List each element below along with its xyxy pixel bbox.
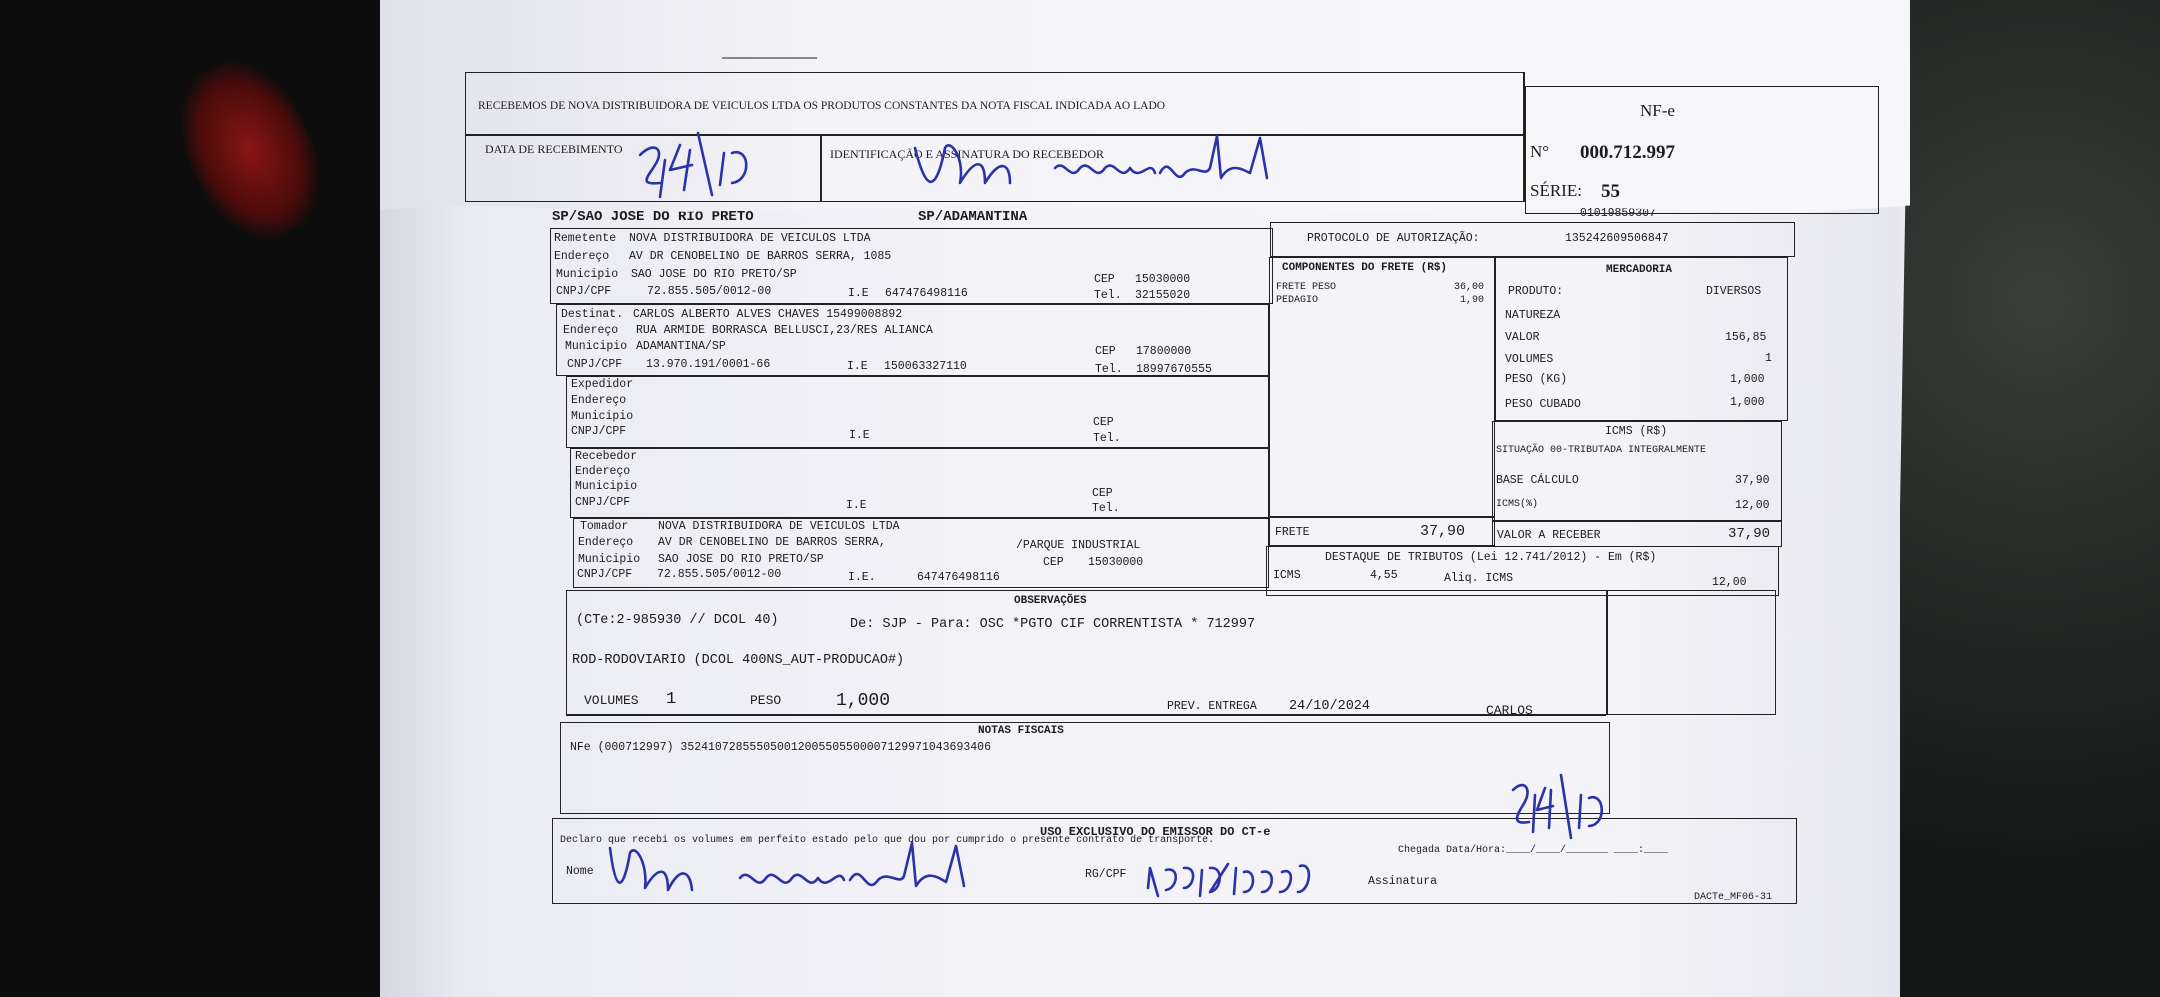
- peso-label: PESO (KG): [1505, 373, 1568, 386]
- tomador-ie-label: I.E.: [848, 571, 876, 584]
- handwritten-signature-nome: [600, 838, 1020, 908]
- expedidor-box: [566, 376, 1269, 448]
- stub-serie-value: 55: [1601, 181, 1620, 202]
- tomador-endereco: AV DR CENOBELINO DE BARROS SERRA,: [658, 536, 886, 549]
- tributos-icms-label: ICMS: [1273, 569, 1301, 582]
- pedagio-label: PEDAGIO: [1276, 295, 1319, 306]
- obs-bottom-line: [566, 714, 1606, 716]
- frete-total-value: 37,90: [1420, 523, 1466, 540]
- remetente-cep-label: CEP: [1094, 273, 1115, 286]
- obs-line2: ROD-RODOVIARIO (DCOL 400NS_AUT-PRODUCAO#): [572, 653, 905, 668]
- valor-receber-value: 37,90: [1728, 526, 1771, 542]
- emissor-rg-label: RG/CPF: [1085, 868, 1127, 881]
- origem: SP/SAO JOSE DO RIO PRETO: [552, 209, 754, 225]
- peso-cubado-label: PESO CUBADO: [1505, 398, 1581, 411]
- stub-col-line: [820, 134, 822, 202]
- destinatario-nome: CARLOS ALBERTO ALVES CHAVES 15499008892: [633, 308, 903, 321]
- destinatario-municipio: ADAMANTINA/SP: [636, 340, 726, 353]
- remetente-nome: NOVA DISTRIBUIDORA DE VEICULOS LTDA: [629, 232, 871, 245]
- recebedor-label: Recebedor: [575, 450, 638, 463]
- volumes-value: 1: [1765, 352, 1772, 365]
- volumes-label: VOLUMES: [1505, 353, 1554, 366]
- destino: SP/ADAMANTINA: [918, 209, 1028, 225]
- stub-identificacao-label: IDENTIFICAÇÃO E ASSINATURA DO RECEBEDOR: [830, 147, 1105, 161]
- remetente-municipio-label: Municipio: [556, 268, 619, 281]
- stub-recebemos: RECEBEMOS DE NOVA DISTRIBUIDORA DE VEICULOS LTDA OS PRODUTOS CONSTANTES DA NOTA FISCAL INDICADA AO LADO: [478, 100, 1166, 112]
- emissor-title: USO EXCLUSIVO DO EMISSOR DO CT-e: [1040, 825, 1271, 839]
- background-object: [158, 43, 343, 257]
- protocolo-label: PROTOCOLO DE AUTORIZAÇÃO:: [1307, 232, 1480, 245]
- recebedor-ie-label: I.E: [846, 499, 867, 512]
- destinatario-ie: 150063327110: [884, 360, 967, 373]
- remetente-cnpj-label: CNPJ/CPF: [556, 285, 612, 298]
- obs-line1b: De: SJP - Para: OSC *PGTO CIF CORRENTISTA * 712997: [850, 617, 1256, 632]
- produto-value: DIVERSOS: [1706, 285, 1762, 298]
- observacoes-title: OBSERVAÇÕES: [1014, 595, 1087, 607]
- stub-nfe-label: NF-e: [1640, 101, 1675, 120]
- remetente-label: Remetente: [554, 232, 617, 245]
- destinatario-tel-label: Tel.: [1095, 363, 1123, 376]
- destinatario-ie-label: I.E: [847, 360, 868, 373]
- remetente-municipio: SAO JOSE DO RIO PRETO/SP: [631, 268, 797, 281]
- emissor-nome-label: Nome: [566, 865, 594, 878]
- pedagio-value: 1,90: [1460, 295, 1485, 306]
- expedidor-municipio-label: Municipio: [571, 410, 634, 423]
- chave-parcial: 01019859307: [1580, 207, 1656, 220]
- remetente-tel-label: Tel.: [1094, 289, 1122, 302]
- tomador-cep: 15030000: [1088, 556, 1144, 569]
- expedidor-label: Expedidor: [571, 378, 634, 391]
- destinatario-endereco-label: Endereço: [563, 324, 619, 337]
- remetente-tel: 32155020: [1135, 289, 1191, 302]
- emissor-assinatura-label: Assinatura: [1368, 875, 1438, 888]
- expedidor-endereco-label: Endereço: [571, 394, 627, 407]
- destinatario-cep: 17800000: [1136, 345, 1192, 358]
- componentes-title: COMPONENTES DO FRETE (R$): [1282, 262, 1448, 274]
- peso-cubado-value: 1,000: [1730, 396, 1765, 409]
- stub-serie-label: SÉRIE:: [1530, 181, 1582, 200]
- observacoes-divider: [1606, 590, 1608, 715]
- expedidor-cep-label: CEP: [1093, 416, 1114, 429]
- peso-value: 1,000: [1730, 373, 1765, 386]
- frete-peso-value: 36,00: [1454, 282, 1485, 293]
- destinatario-endereco: RUA ARMIDE BORRASCA BELLUSCI,23/RES ALIANCA: [636, 324, 933, 337]
- base-calculo-value: 37,90: [1735, 474, 1770, 487]
- tributos-icms-value: 4,55: [1370, 569, 1398, 582]
- tomador-municipio-label: Municipio: [578, 553, 641, 566]
- stub-data-recebimento-label: DATA DE RECEBIMENTO: [485, 142, 623, 156]
- tomador-cnpj-label: CNPJ/CPF: [577, 568, 633, 581]
- destinatario-cep-label: CEP: [1095, 345, 1116, 358]
- tributos-aliq-label: Aliq. ICMS: [1444, 572, 1514, 585]
- destinatario-cnpj-label: CNPJ/CPF: [567, 358, 623, 371]
- form-code: DACTe_MF06-31: [1694, 892, 1773, 903]
- stub-numero-label: N°: [1530, 142, 1550, 161]
- prev-entrega-value: 24/10/2024: [1289, 699, 1371, 714]
- remetente-ie: 647476498116: [885, 287, 968, 300]
- stub-mark: [722, 57, 817, 59]
- mercadoria-title: MERCADORIA: [1606, 264, 1673, 276]
- notas-nfe: NFe (000712997) 352410728555050012005505500007129971043693406: [570, 741, 991, 754]
- icms-aliq-label: ICMS(%): [1496, 499, 1539, 510]
- frete-total-label: FRETE: [1275, 526, 1310, 539]
- notas-title: NOTAS FISCAIS: [978, 725, 1064, 737]
- handwritten-date-notas: [1505, 770, 1625, 845]
- stub-numero-value: 000.712.997: [1580, 142, 1675, 163]
- tomador-nome: NOVA DISTRIBUIDORA DE VEICULOS LTDA: [658, 520, 900, 533]
- handwritten-signature-stub: [905, 128, 1305, 208]
- tomador-cep-label: CEP: [1043, 556, 1064, 569]
- obs-line1: (CTe:2-985930 // DCOL 40): [576, 613, 779, 628]
- obs-peso-value: 1,000: [836, 691, 891, 711]
- emissor-chegada: Chegada Data/Hora:____/____/_______ ____:____: [1398, 845, 1669, 856]
- valor-value: 156,85: [1725, 331, 1767, 344]
- frete-peso-label: FRETE PESO: [1276, 282, 1337, 293]
- valor-label: VALOR: [1505, 331, 1540, 344]
- expedidor-cnpj-label: CNPJ/CPF: [571, 425, 627, 438]
- destinatario-cnpj: 13.970.191/0001-66: [646, 358, 771, 371]
- remetente-cnpj: 72.855.505/0012-00: [647, 285, 772, 298]
- obs-responsavel: CARLOS: [1486, 703, 1533, 718]
- valor-receber-label: VALOR A RECEBER: [1497, 529, 1601, 542]
- handwritten-date-stub: [620, 125, 770, 205]
- destinatario-label: Destinat.: [561, 308, 624, 321]
- produto-label: PRODUTO:: [1508, 285, 1564, 298]
- tomador-cnpj: 72.855.505/0012-00: [657, 568, 782, 581]
- tributos-title: DESTAQUE DE TRIBUTOS (Lei 12.741/2012) - Em (R$): [1325, 551, 1657, 564]
- destinatario-municipio-label: Municipio: [565, 340, 628, 353]
- icms-title: ICMS (R$): [1605, 425, 1668, 438]
- recebedor-cep-label: CEP: [1092, 487, 1113, 500]
- tomador-label: Tomador: [580, 520, 629, 533]
- tomador-endereco-label: Endereço: [578, 536, 634, 549]
- tomador-ie: 647476498116: [917, 571, 1000, 584]
- remetente-cep: 15030000: [1135, 273, 1191, 286]
- icms-situacao: SITUAÇÃO 00-TRIBUTADA INTEGRALMENTE: [1496, 445, 1707, 456]
- destinatario-tel: 18997670555: [1136, 363, 1212, 376]
- protocolo-value: 135242609506847: [1565, 232, 1669, 245]
- recebedor-tel-label: Tel.: [1092, 502, 1120, 515]
- remetente-endereco: AV DR CENOBELINO DE BARROS SERRA, 1085: [629, 250, 892, 263]
- recebedor-cnpj-label: CNPJ/CPF: [575, 496, 631, 509]
- remetente-endereco-label: Endereço: [554, 250, 610, 263]
- tributos-aliq-value: 12,00: [1712, 576, 1747, 589]
- tomador-bairro: /PARQUE INDUSTRIAL: [1016, 539, 1141, 552]
- obs-volumes-value: 1: [666, 690, 677, 709]
- emissor-declaro: Declaro que recebi os volumes em perfeito estado pelo que dou por cumprido o presente contrato de transporte.: [560, 835, 1215, 846]
- icms-aliq-value: 12,00: [1735, 499, 1770, 512]
- notas-box: [560, 722, 1610, 814]
- recebedor-endereco-label: Endereço: [575, 465, 631, 478]
- expedidor-tel-label: Tel.: [1093, 432, 1121, 445]
- recebedor-municipio-label: Municipio: [575, 480, 638, 493]
- prev-entrega-label: PREV. ENTREGA: [1167, 700, 1257, 713]
- tomador-municipio: SAO JOSE DO RIO PRETO/SP: [658, 553, 824, 566]
- remetente-ie-label: I.E: [848, 287, 869, 300]
- base-calculo-label: BASE CÁLCULO: [1496, 474, 1579, 487]
- obs-volumes-label: VOLUMES: [584, 693, 639, 708]
- expedidor-ie-label: I.E: [849, 429, 870, 442]
- natureza-label: NATUREZA: [1505, 309, 1561, 322]
- obs-peso-label: PESO: [750, 693, 782, 708]
- handwritten-rg-cpf: [1140, 858, 1340, 908]
- recebedor-box: [570, 448, 1269, 518]
